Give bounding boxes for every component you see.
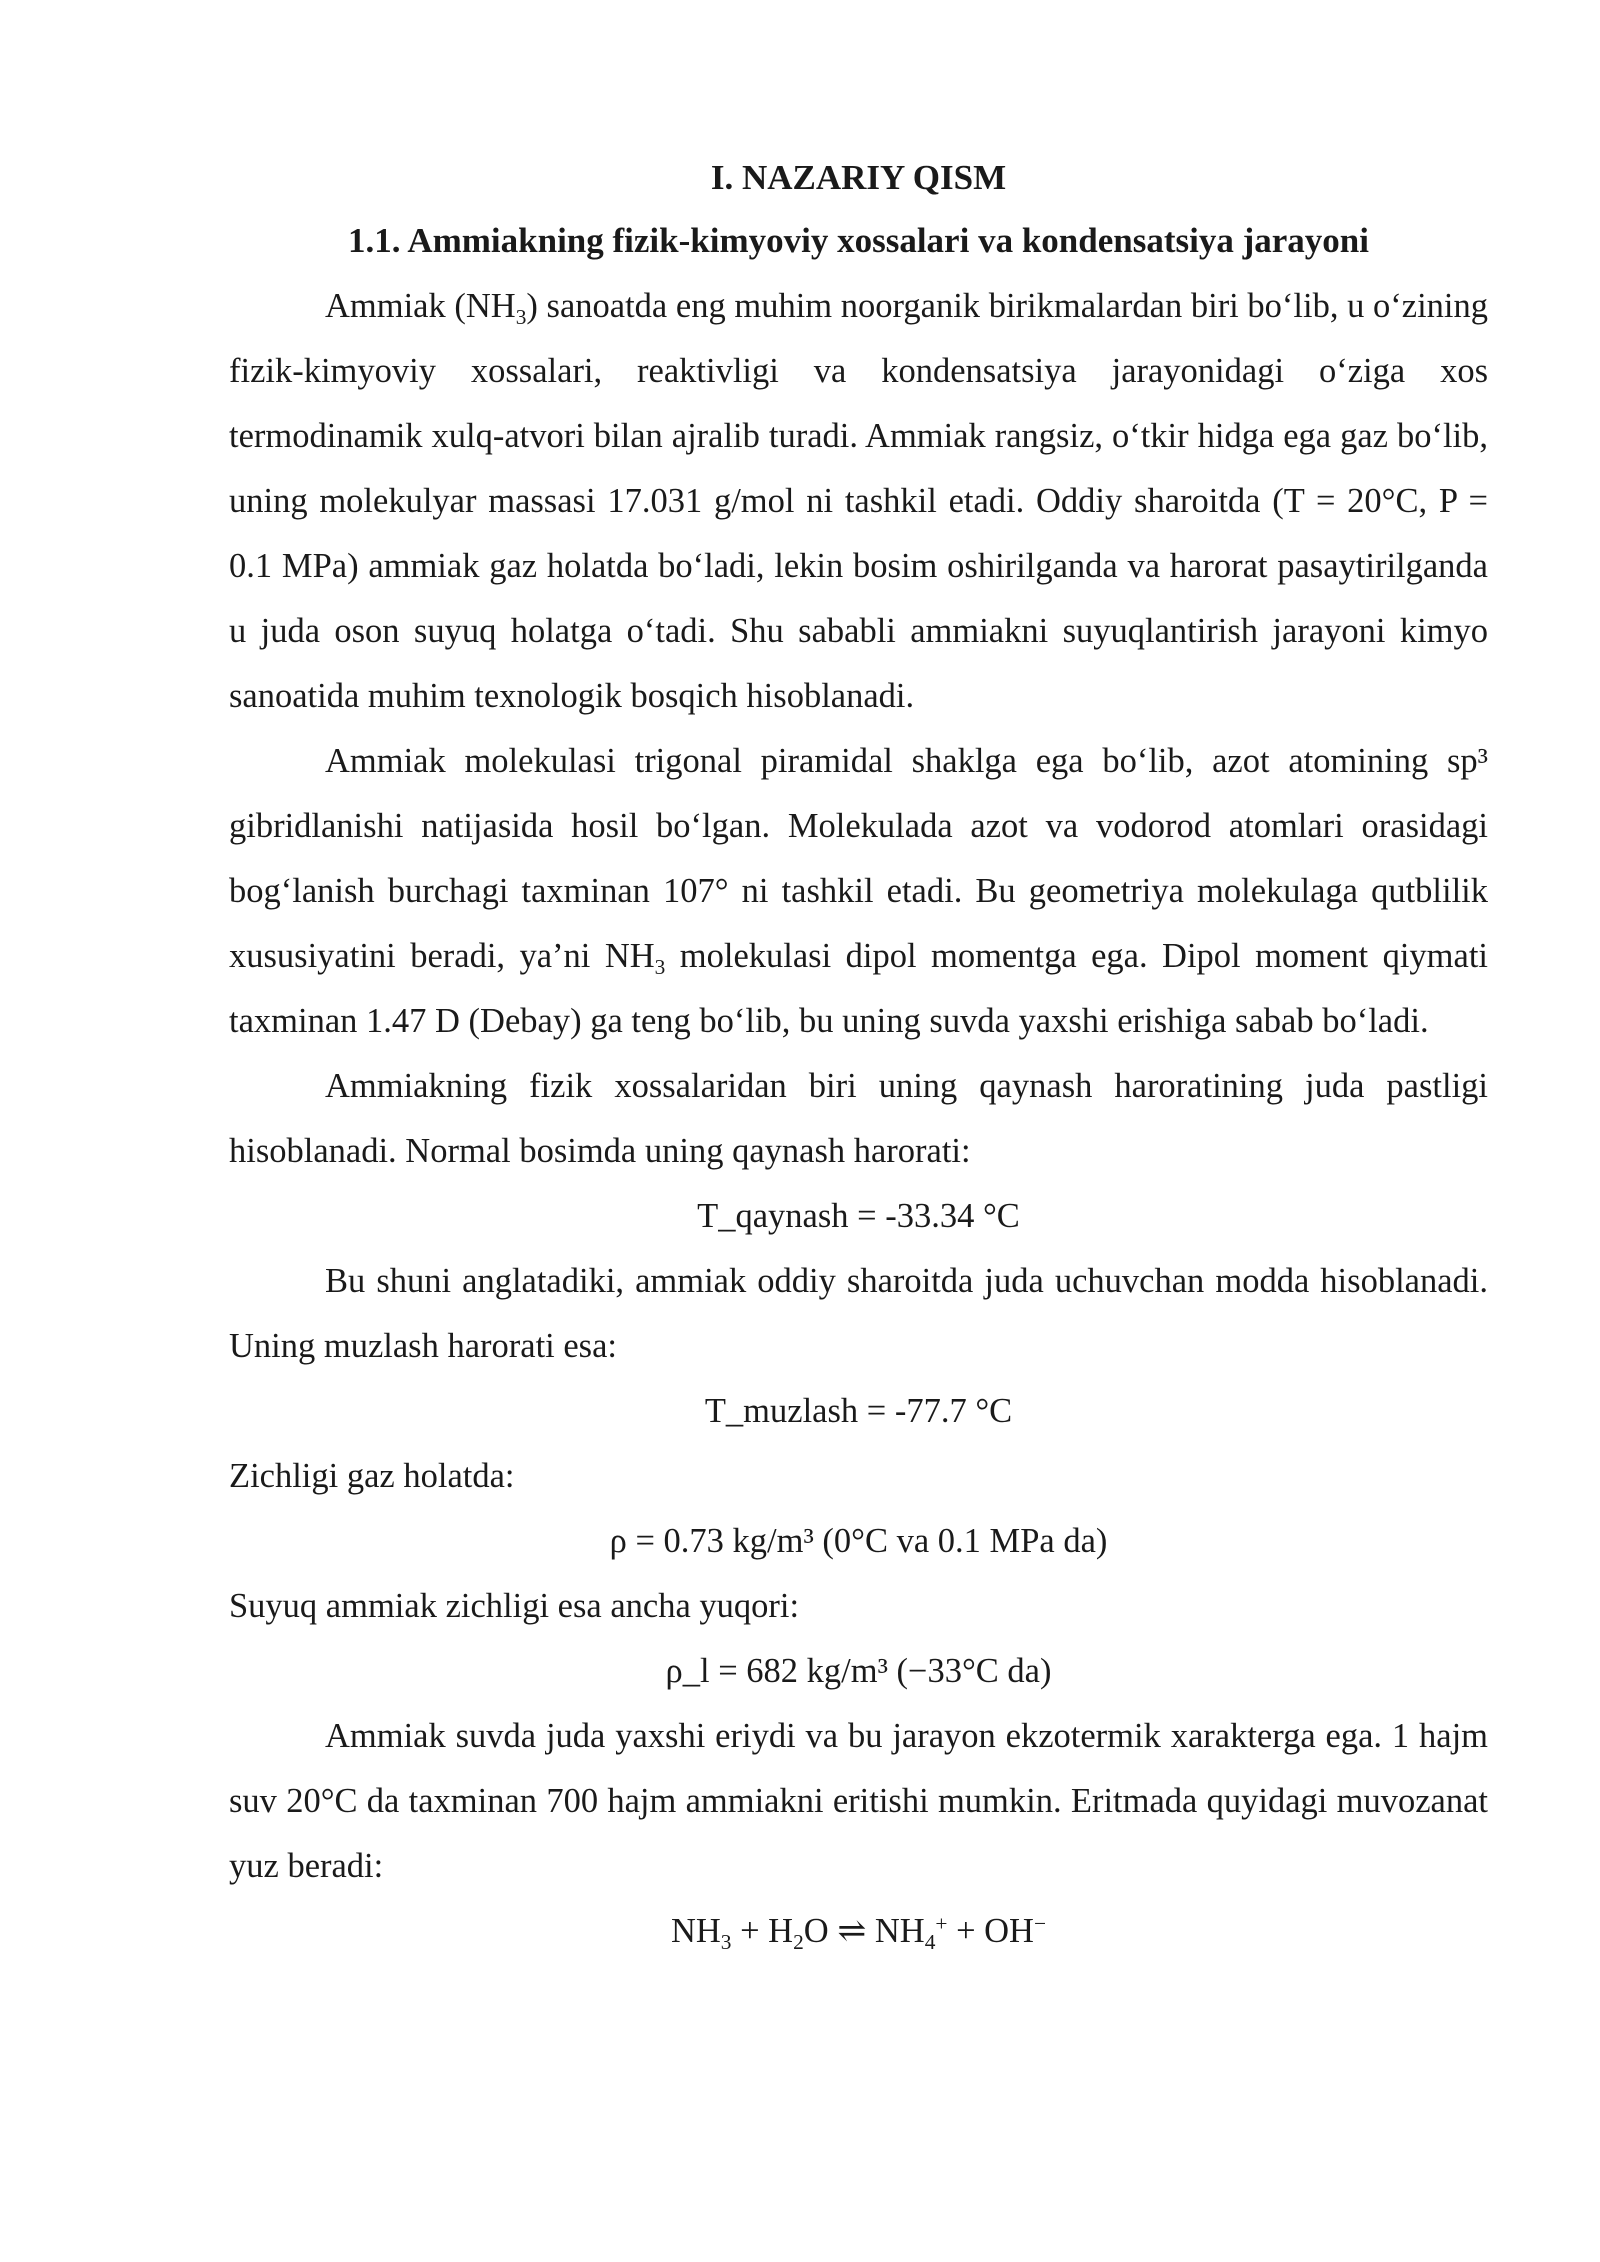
- formula-liquid-density: ρ_l = 682 kg/m³ (−33°C da): [665, 1652, 1052, 1690]
- formula-gas-density: ρ = 0.73 kg/m³ (0°C va 0.1 MPa da): [609, 1522, 1108, 1560]
- formula-boiling-point: T_qaynash = -33.34 °C: [697, 1197, 1020, 1235]
- superscript: +: [935, 1911, 948, 1936]
- subscript: 4: [924, 1929, 936, 1954]
- equation-part: O ⇌ NH: [803, 1912, 925, 1950]
- paragraph-intro-text-a: Ammiak (NH: [325, 287, 516, 325]
- subscript: 3: [654, 954, 666, 979]
- section-heading: I. NAZARIY QISM: [710, 158, 1007, 197]
- subsection-heading: 1.1. Ammiakning fizik-kimyoviy xossalari va kondensatsiya jarayoni: [348, 221, 1369, 260]
- paragraph-molecule: [229, 729, 1488, 1054]
- label-gas-density: Zichligi gaz holatda:: [229, 1457, 515, 1495]
- paragraph-molecule-text-a: Ammiak molekulasi trigonal piramidal shaklga ega bo‘lib, azot atomining sp³ gibridlanishi natijasida hosil bo‘lgan. Molekulada azot va vodorod atomlari orasidagi bog‘lanish burchagi taxminan 107° ni tashkil etadi. Bu geometriya molekulaga qutblilik xususiyatini beradi, ya’ni NH: [229, 742, 1488, 975]
- paragraph-intro: [229, 274, 1488, 729]
- paragraph-intro-text-b: ) sanoatda eng muhim noorganik birikmalardan biri bo‘lib, u o‘zining fizik-kimyoviy xossalari, reaktivligi va kondensatsiya jarayonidagi o‘ziga xos termodinamik xulq-atvori bilan ajralib turadi. Ammiak rangsiz, o‘tkir hidga ega gaz bo‘lib, uning molekulyar massasi 17.031 g/mol ni tashkil etadi. Oddiy sharoitda (T = 20°C, P = 0.1 MPa) ammiak gaz holatda bo‘ladi, lekin bosim oshirilganda va harorat pasaytirilganda u juda oson suyuq holatga o‘tadi. Shu sababli ammiakni suyuqlantirish jarayoni kimyo sanoatida muhim texnologik bosqich hisoblanadi.: [229, 287, 1488, 715]
- subscript: 3: [515, 304, 527, 329]
- equilibrium-equation: [229, 1899, 1488, 1964]
- subscript: 2: [793, 1929, 804, 1954]
- document-body: [229, 148, 1488, 1964]
- label-liquid-density: Suyuq ammiak zichligi esa ancha yuqori:: [229, 1587, 800, 1625]
- formula-freezing-point: T_muzlash = -77.7 °C: [704, 1392, 1013, 1430]
- paragraph-solubility: Ammiak suvda juda yaxshi eriydi va bu jarayon ekzotermik xarakterga ega. 1 hajm suv 20°C da taxminan 700 hajm ammiakni eritishi mumkin. Eritmada quyidagi muvozanat yuz beradi:: [229, 1717, 1488, 1885]
- equation-part: + H: [731, 1912, 794, 1950]
- subscript: 3: [720, 1929, 732, 1954]
- paragraph-molecule-text-b: molekulasi dipol momentga ega. Dipol moment qiymati taxminan 1.47 D (Debay) ga teng bo‘lib, bu uning suvda yaxshi erishiga sabab bo‘ladi.: [229, 937, 1488, 1040]
- paragraph-boiling: Ammiakning fizik xossalaridan biri uning qaynash haroratining juda pastligi hisoblanadi. Normal bosimda uning qaynash harorati:: [229, 1067, 1488, 1170]
- paragraph-freezing: Bu shuni anglatadiki, ammiak oddiy sharoitda juda uchuvchan modda hisoblanadi. Uning muzlash harorati esa:: [229, 1262, 1488, 1365]
- equation-part: NH: [670, 1912, 721, 1950]
- superscript: −: [1033, 1911, 1047, 1936]
- equation-part: + OH: [947, 1912, 1034, 1950]
